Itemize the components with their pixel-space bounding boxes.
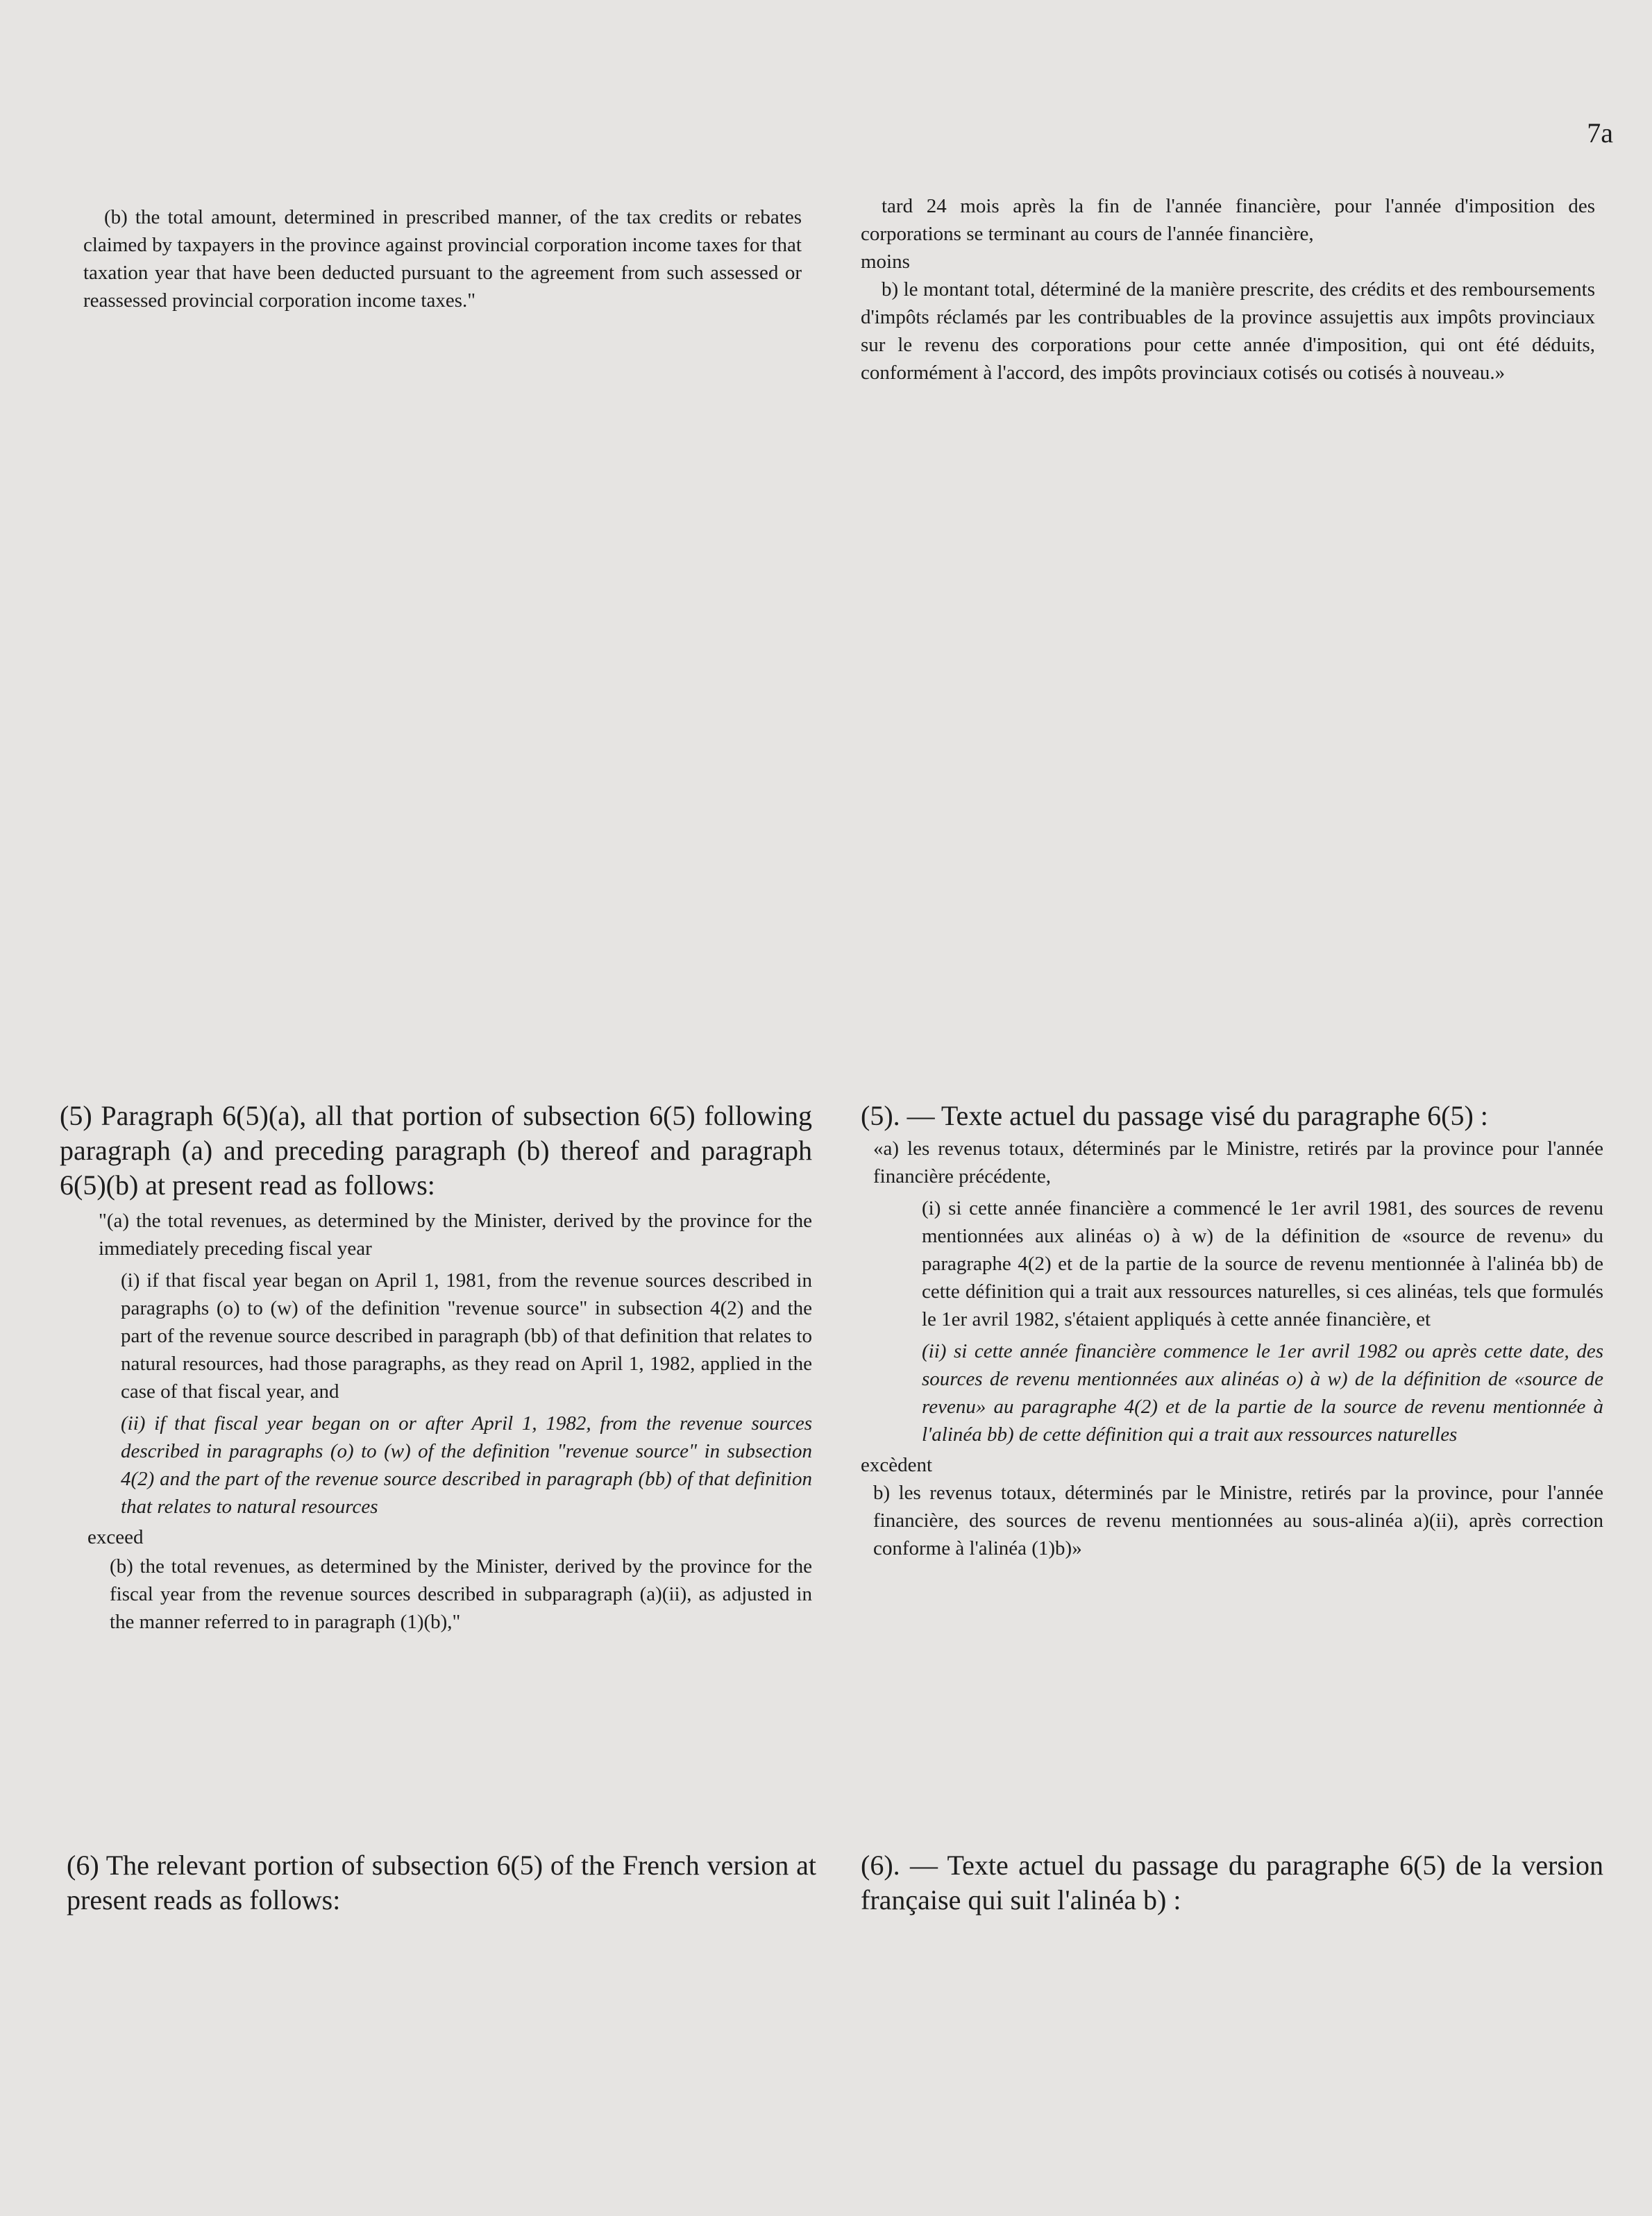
section-5-fr-subparagraph-ii: (ii) si cette année financière commence le 1er avril 1982 ou après cette date, des sources de revenu mentionnées aux alinéas o) à w) de la définition de «source de revenu» au paragraphe 4(2) et de la partie de la source de revenu mentionnée à l'alinéa bb) de cette définition qui a trait aux ressources naturelles: [922, 1340, 1603, 1446]
section-5-en-subparagraph-i: (i) if that fiscal year began on April 1, 1981, from the revenue sources described in paragraphs (o) to (w) of the definition "revenue source" in subsection 4(2) and the part of the revenue source described in paragraph (bb) of that definition that relates to natural resources, had those paragraphs, as they read on April 1, 1982, applied in the case of that fiscal year, and: [121, 1269, 812, 1403]
section-5-fr-paragraph-b: b) les revenus totaux, déterminés par le Ministre, retirés par la province, pour l'année financière, des sources de revenu mentionnées au sous-alinéa a)(ii), après correction conforme à l'alinéa (1)b)»: [873, 1482, 1603, 1559]
top-right-block: [861, 192, 1595, 387]
top-left-paragraph-b: (b) the total amount, determined in prescribed manner, of the tax credits or rebates claimed by taxpayers in the province against provincial corporation income taxes for that taxation year that have been deducted pursuant to the agreement from such assessed or reassessed provincial corporation income taxes.": [83, 206, 802, 312]
section-6-french: [861, 1848, 1603, 1918]
section-5-en-exceed: exceed: [87, 1526, 144, 1548]
top-right-continuation: tard 24 mois après la fin de l'année financière, pour l'année d'imposition des corporations se terminant au cours de l'année financière,: [861, 195, 1595, 245]
section-5-fr-excedent: excèdent: [861, 1454, 933, 1476]
section-5-fr-paragraph-a: «a) les revenus totaux, déterminés par le Ministre, retirés par la province pour l'année financière précédente,: [873, 1137, 1603, 1187]
section-5-en-paragraph-b: (b) the total revenues, as determined by the Minister, derived by the province for the fiscal year from the revenue sources described in subparagraph (a)(ii), as adjusted in the manner referred to in paragraph (1)(b),": [110, 1555, 812, 1633]
top-left-block: [83, 203, 802, 314]
page-number: 7a: [1587, 117, 1613, 149]
section-6-fr-text: (6). — Texte actuel du passage du paragraphe 6(5) de la version française qui suit l'alinéa b) :: [861, 1850, 1603, 1915]
top-right-moins: moins: [861, 251, 910, 273]
section-5-en-quote: [60, 1207, 812, 1521]
top-right-paragraph-b: b) le montant total, déterminé de la manière prescrite, des crédits et des remboursements d'impôts réclamés par les contribuables de la province assujettis aux impôts provinciaux sur le revenu des corporations pour cette année d'imposition, qui ont été déduits, conformément à l'accord, des impôts provinciaux cotisés ou cotisés à nouveau.»: [861, 278, 1595, 384]
section-5-en-paragraph-a: "(a) the total revenues, as determined by the Minister, derived by the province for the immediately preceding fiscal year: [99, 1210, 812, 1260]
section-6-en-text: (6) The relevant portion of subsection 6(5) of the French version at present reads as follows:: [67, 1850, 816, 1915]
section-5-french: [861, 1099, 1603, 1562]
section-5-en-subparagraph-ii: (ii) if that fiscal year began on or after April 1, 1982, from the revenue sources described in paragraphs (o) to (w) of the definition "revenue source" in subsection 4(2) and the part of the revenue source described in paragraph (bb) of that definition that relates to natural resources: [121, 1412, 812, 1518]
section-5-fr-subparagraph-i: (i) si cette année financière a commencé le 1er avril 1981, des sources de revenu mentionnées aux alinéas o) à w) de la définition de «source de revenu» du paragraphe 4(2) et de la partie de la source de revenu mentionnée à l'alinéa bb) de cette définition qui a trait aux ressources naturelles, si ces alinéas, tels que formulés le 1er avril 1982, s'étaient appliqués à cette année financière, et: [922, 1197, 1603, 1330]
section-6-english: [67, 1848, 816, 1918]
section-5-fr-heading: (5). — Texte actuel du passage visé du paragraphe 6(5) :: [861, 1100, 1488, 1131]
section-5-en-heading: (5) Paragraph 6(5)(a), all that portion of subsection 6(5) following paragraph (a) and preceding paragraph (b) thereof and paragraph 6(5)(b) at present read as follows:: [60, 1100, 812, 1201]
section-5-english: [60, 1099, 812, 1636]
